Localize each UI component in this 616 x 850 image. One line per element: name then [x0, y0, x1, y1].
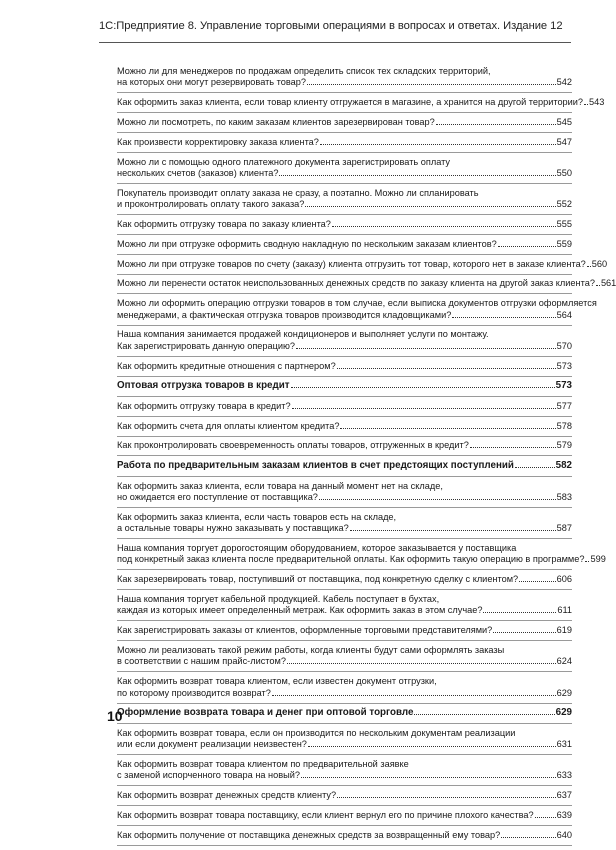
toc-entry[interactable] — [117, 298, 597, 321]
entry-divider — [117, 436, 572, 437]
toc-entry[interactable] — [117, 574, 572, 585]
toc-entry[interactable] — [117, 676, 572, 699]
toc-entry-text: по которому производится возврат? — [117, 687, 271, 698]
toc-entry-text: Как произвести корректировку заказа клиента? — [117, 136, 319, 147]
toc-entry-text: Наша компания торгует дорогостоящим оборудованием, которое заказывается у поставщика — [117, 542, 517, 553]
toc-entry-text: Как зарезервировать товар, поступивший от поставщика, под конкретную сделку с клиентом? — [117, 574, 519, 585]
dot-leader — [308, 746, 556, 747]
toc-page-number: 573 — [555, 380, 572, 392]
toc-entry-text: Как оформить отгрузку товара в кредит? — [117, 400, 291, 411]
dot-leader — [292, 408, 556, 409]
toc-entry-text: Можно ли посмотреть, по каким заказам клиентов зарезервирован товар? — [117, 117, 435, 127]
entry-divider — [117, 723, 572, 724]
toc-page-number: 573 — [556, 360, 572, 371]
toc-page-number: 639 — [556, 809, 572, 820]
dot-leader — [287, 663, 556, 664]
entry-divider — [117, 538, 572, 539]
toc-section-entry[interactable] — [117, 707, 572, 719]
toc-entry-text: Можно ли при отгрузке оформить сводную накладную по нескольким заказам клиентов? — [117, 238, 497, 249]
toc-entry-text: с заменой испорченного товара на новый? — [117, 770, 300, 781]
page-number: 10 — [107, 708, 123, 724]
toc-entry[interactable] — [117, 117, 572, 128]
entry-divider — [117, 589, 572, 590]
dot-leader — [320, 144, 556, 145]
entry-divider — [117, 825, 572, 826]
entry-divider — [117, 703, 572, 704]
toc-entry[interactable] — [117, 219, 572, 230]
toc-page-number: 583 — [556, 491, 572, 502]
toc-page-number: 624 — [556, 656, 572, 667]
toc-entry-text: нескольких счетов (заказов) клиента? — [117, 168, 279, 178]
entry-divider — [117, 416, 572, 417]
toc-entry-text: Как оформить заказ клиента, если часть товаров есть на складе, — [117, 511, 397, 522]
toc-page-number: 606 — [556, 574, 572, 585]
toc-page-number: 559 — [556, 238, 572, 249]
entry-divider — [117, 396, 572, 397]
toc-entry-text: Как оформить возврат товара клиентом по предварительной заявке — [117, 758, 409, 769]
dot-leader — [596, 285, 600, 286]
toc-page-number: 560 — [591, 258, 608, 269]
toc-entry-text: Как зарегистрировать данную операцию? — [117, 340, 296, 351]
toc-entry[interactable] — [117, 512, 572, 535]
toc-page-number: 633 — [556, 770, 572, 781]
toc-entry-text: Можно ли с помощью одного платежного документа зарегистрировать оплату — [117, 156, 451, 167]
dot-leader — [519, 581, 556, 582]
toc-page-number: 578 — [556, 420, 572, 431]
dot-leader — [301, 777, 556, 778]
toc-entry[interactable] — [117, 625, 572, 636]
toc-entry-text: Как оформить счета для оплаты клиентом кредита? — [117, 420, 340, 431]
toc-entry-text: Можно ли перенести остаток неиспользованных денежных средств по заказу клиента на другой заказ клиента? — [117, 278, 595, 289]
toc-entry[interactable] — [117, 278, 616, 289]
entry-divider — [117, 183, 572, 184]
toc-page-number: 550 — [556, 168, 572, 178]
dot-leader — [584, 104, 588, 105]
toc-page-number: 611 — [557, 605, 572, 616]
toc-entry-text: Работа по предварительным заказам клиентов в счет предстоящих поступлений — [117, 460, 514, 472]
toc-entry-text: менеджерами, а фактическая отгрузка товаров производится кладовщиками? — [117, 309, 452, 320]
toc-page-number: 629 — [555, 707, 572, 719]
toc-entry-text: Как зарегистрировать заказы от клиентов, оформленные торговыми представителями? — [117, 625, 493, 636]
toc-entry-text: Наша компания занимается продажей кондиционеров и выполняет услуги по монтажу. — [117, 329, 489, 340]
entry-divider — [117, 507, 572, 508]
entry-divider — [117, 234, 572, 235]
dot-leader — [483, 612, 556, 613]
dot-leader — [319, 499, 556, 500]
toc-entry[interactable] — [117, 440, 572, 451]
toc-section-entry[interactable] — [117, 380, 572, 392]
toc-entry[interactable] — [117, 157, 572, 180]
toc-entry-text: Как оформить кредитные отношения с партнером? — [117, 360, 336, 371]
toc-page-number: 631 — [556, 739, 572, 750]
toc-entry[interactable] — [117, 401, 572, 412]
toc-entry-text: Как проконтролировать своевременность оплаты товаров, отгруженных в кредит? — [117, 440, 469, 451]
toc-entry[interactable] — [117, 137, 572, 148]
toc-entry[interactable] — [117, 421, 572, 432]
entry-divider — [117, 785, 572, 786]
toc-page-number: 637 — [556, 790, 572, 801]
toc-entry-text: Можно ли при отгрузке товаров по счету (заказу) клиента отгрузить тот товар, которого нет в заказе клиента? — [117, 258, 586, 269]
toc-entry[interactable] — [117, 66, 572, 89]
dot-leader — [296, 348, 556, 349]
toc-page-number: 542 — [556, 77, 572, 88]
toc-entry[interactable] — [117, 645, 572, 668]
entry-divider — [117, 112, 572, 113]
toc-page-number: 599 — [590, 554, 606, 565]
toc-entry[interactable] — [117, 830, 572, 841]
toc-entry[interactable] — [117, 594, 572, 617]
entry-divider — [117, 569, 572, 570]
table-of-contents — [117, 66, 616, 850]
toc-section-entry[interactable] — [117, 460, 572, 472]
dot-leader — [436, 124, 556, 125]
toc-entry[interactable] — [117, 97, 605, 108]
entry-divider — [117, 640, 572, 641]
toc-entry[interactable] — [117, 258, 608, 270]
entry-divider — [117, 274, 572, 275]
toc-entry-text: Оформление возврата товара и денег при оптовой торговле — [117, 707, 414, 719]
toc-entry[interactable] — [117, 542, 606, 566]
toc-page-number: 577 — [556, 400, 572, 411]
dot-leader — [307, 84, 556, 85]
toc-entry-text: Как оформить получение от поставщика денежных средств за возвращенный ему товар? — [117, 829, 501, 840]
dot-leader — [587, 266, 591, 267]
toc-page-number: 587 — [556, 523, 572, 534]
entry-divider — [117, 805, 572, 806]
toc-entry[interactable] — [117, 810, 572, 821]
toc-entry-text: а остальные товары нужно заказывать у поставщика? — [117, 523, 349, 534]
toc-entry-text: Можно ли реализовать такой режим работы, когда клиенты будут сами оформлять заказы — [117, 644, 505, 655]
toc-entry-text: Как оформить заказ клиента, если товара на данный момент нет на складе, — [117, 480, 443, 491]
toc-page-number: 555 — [556, 219, 572, 229]
toc-entry-text: Как оформить заказ клиента, если товар клиенту отгружается в магазине, а хранится на другой территории? — [117, 97, 584, 108]
toc-entry[interactable] — [117, 790, 572, 801]
dot-leader — [291, 387, 555, 388]
toc-page-number: 543 — [589, 97, 605, 108]
dot-leader — [498, 246, 556, 247]
dot-leader — [535, 817, 556, 818]
toc-entry-text: каждая из которых имеет определенный метраж. Как оформить заказ в этом случае? — [117, 605, 483, 616]
entry-divider — [117, 620, 572, 621]
toc-page-number: 564 — [556, 309, 572, 320]
toc-entry-text: на которых они могут резервировать товар? — [117, 77, 306, 88]
entry-divider — [117, 376, 572, 377]
toc-entry-text: в соответствии с нашим прайс-листом? — [117, 656, 286, 667]
entry-divider — [117, 754, 572, 755]
entry-divider — [117, 152, 572, 153]
toc-entry-text: Можно ли для менеджеров по продажам определить список тех складских территорий, — [117, 66, 491, 76]
entry-divider — [117, 293, 572, 294]
toc-entry-text: Как оформить возврат товара клиентом, если известен документ отгрузки, — [117, 676, 437, 687]
toc-entry-text: Как оформить возврат денежных средств клиенту? — [117, 790, 337, 801]
entry-divider — [117, 476, 572, 477]
dot-leader — [414, 714, 554, 715]
toc-entry[interactable] — [117, 188, 572, 211]
toc-page-number: 582 — [555, 460, 572, 472]
toc-entry-text: под конкретный заказ клиента после предварительной оплаты. Как оформить такую операцию в программе? — [117, 554, 585, 565]
dot-leader — [305, 206, 555, 207]
toc-page-number: 547 — [556, 136, 572, 147]
header-rule — [99, 42, 571, 43]
dot-leader — [279, 175, 555, 176]
toc-page-number: 552 — [556, 199, 572, 210]
dot-leader — [337, 797, 556, 798]
toc-page-number: 570 — [556, 340, 572, 351]
dot-leader — [340, 428, 555, 429]
dot-leader — [470, 447, 556, 448]
toc-entry[interactable] — [117, 728, 572, 751]
toc-entry-text: Можно ли оформить операцию отгрузки товаров в том случае, если выписка документов отгрузки оформляется — [117, 298, 597, 309]
toc-entry-text: Наша компания торгует кабельной продукцией. Кабель поступает в бухтах, — [117, 593, 440, 604]
toc-page-number: 579 — [556, 440, 572, 451]
toc-entry-text: и проконтролировать оплату такого заказа? — [117, 199, 305, 210]
dot-leader — [272, 695, 556, 696]
entry-divider — [117, 325, 572, 326]
toc-entry-text: или если документ реализации неизвестен? — [117, 739, 307, 750]
dot-leader — [493, 632, 555, 633]
toc-entry-text: Как оформить возврат товара, если он производится по нескольким документам реализации — [117, 727, 516, 738]
toc-entry[interactable] — [117, 759, 572, 782]
dot-leader — [332, 226, 556, 227]
entry-divider — [117, 132, 572, 133]
toc-entry-text: но ожидается его поступление от поставщика? — [117, 491, 318, 502]
toc-page-number: 619 — [556, 625, 572, 636]
toc-entry-text: Как оформить возврат товара поставщику, если клиент вернул его по причине плохого качества? — [117, 809, 534, 820]
dot-leader — [452, 317, 555, 318]
toc-page-number: 629 — [556, 687, 572, 698]
toc-entry-text: Покупатель производит оплату заказа не сразу, а поэтапно. Можно ли спланировать — [117, 187, 479, 198]
entry-divider — [117, 356, 572, 357]
toc-entry[interactable] — [117, 329, 572, 352]
entry-divider — [117, 455, 572, 456]
toc-entry[interactable] — [117, 361, 572, 372]
dot-leader — [585, 561, 589, 562]
toc-page-number: 561 — [600, 278, 616, 289]
toc-entry-text: Как оформить отгрузку товара по заказу клиента? — [117, 219, 331, 229]
entry-divider — [117, 254, 572, 255]
entry-divider — [117, 214, 572, 215]
entry-divider — [117, 671, 572, 672]
entry-divider — [117, 845, 572, 846]
dot-leader — [350, 530, 556, 531]
toc-entry[interactable] — [117, 239, 572, 250]
toc-entry-text: Оптовая отгрузка товаров в кредит — [117, 380, 290, 392]
toc-page-number: 640 — [556, 829, 572, 840]
running-header: 1С:Предприятие 8. Управление торговыми операциями в вопросах и ответах. Издание 12 — [99, 20, 563, 32]
toc-entry[interactable] — [117, 481, 572, 504]
dot-leader — [337, 368, 556, 369]
entry-divider — [117, 92, 572, 93]
dot-leader — [515, 467, 555, 468]
toc-page-number: 545 — [556, 117, 572, 127]
dot-leader — [501, 837, 555, 838]
